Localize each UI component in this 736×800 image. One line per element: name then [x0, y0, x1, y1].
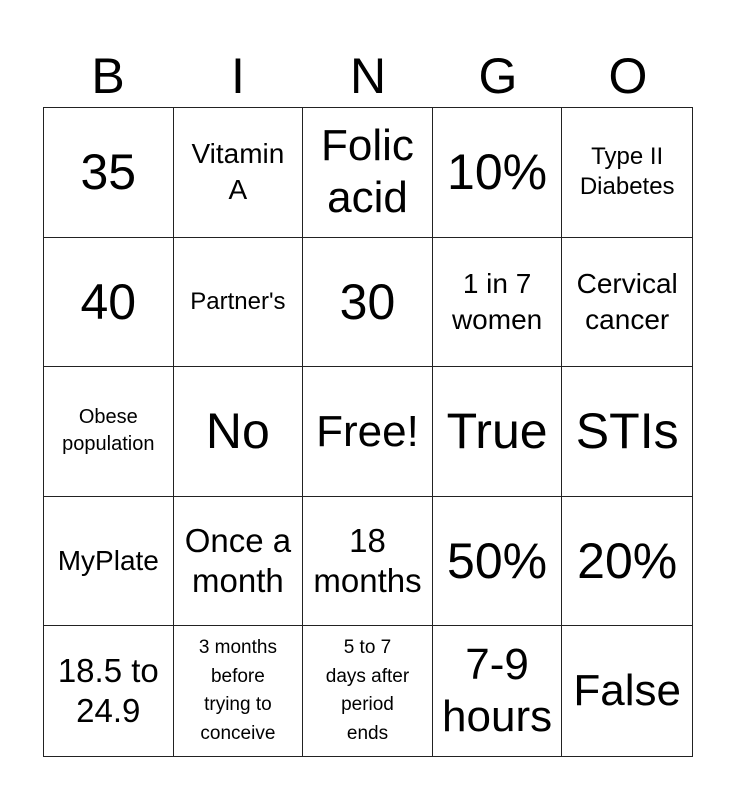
- bingo-cell-r4-c3[interactable]: [303, 497, 433, 627]
- bingo-cell-r5-c5[interactable]: [562, 626, 692, 756]
- header-letter-g: G: [478, 48, 518, 104]
- bingo-cell-r1-c2[interactable]: [174, 108, 304, 238]
- cell-text: STIs: [575, 403, 679, 460]
- cell-text: 35: [80, 144, 137, 201]
- cell-text: 10%: [447, 144, 548, 201]
- bingo-cell-r4-c2[interactable]: [174, 497, 304, 627]
- bingo-cell-r5-c3[interactable]: [303, 626, 433, 756]
- bingo-cell-r1-c3[interactable]: [303, 108, 433, 238]
- header-letter-o: O: [608, 48, 648, 104]
- bingo-header: [43, 48, 693, 104]
- bingo-cell-r3-c5[interactable]: [562, 367, 692, 497]
- cell-text: No: [205, 403, 270, 460]
- header-letter-n: N: [349, 48, 387, 104]
- cell-text: 18.5 to 24.9: [57, 651, 159, 730]
- cell-text: Cervical cancer: [576, 268, 678, 335]
- cell-text: Free!: [316, 406, 419, 456]
- bingo-cell-r3-c4[interactable]: [433, 367, 563, 497]
- cell-text: 1 in 7 women: [451, 268, 543, 335]
- bingo-cell-r2-c1[interactable]: [44, 238, 174, 368]
- bingo-cell-r2-c5[interactable]: [562, 238, 692, 368]
- bingo-cell-r5-c4[interactable]: [433, 626, 563, 756]
- cell-text: 5 to 7 days after period ends: [325, 637, 410, 744]
- header-letter-i: I: [231, 48, 245, 104]
- cell-text: 50%: [447, 533, 548, 590]
- bingo-cell-r3-c1[interactable]: [44, 367, 174, 497]
- bingo-cell-r3-c3[interactable]: [303, 367, 433, 497]
- bingo-cell-r4-c4[interactable]: [433, 497, 563, 627]
- bingo-cell-r4-c1[interactable]: [44, 497, 174, 627]
- cell-text: 40: [80, 273, 137, 330]
- cell-text: 7-9 hours: [442, 640, 553, 742]
- cell-text: 20%: [577, 533, 678, 590]
- bingo-cell-r1-c1[interactable]: [44, 108, 174, 238]
- bingo-board: [43, 107, 693, 757]
- cell-text: 18 months: [313, 521, 422, 600]
- header-letter-b: B: [91, 48, 125, 104]
- bingo-cell-r1-c5[interactable]: [562, 108, 692, 238]
- bingo-cell-r3-c2[interactable]: [174, 367, 304, 497]
- cell-text: Partner's: [190, 287, 286, 315]
- cell-text: False: [573, 666, 681, 716]
- cell-text: Vitamin A: [191, 138, 285, 206]
- cell-text: True: [446, 403, 548, 460]
- bingo-cell-r5-c2[interactable]: [174, 626, 304, 756]
- cell-text: Folic acid: [321, 121, 414, 223]
- cell-text: 3 months before trying to conceive: [198, 637, 277, 744]
- cell-text: Type II Diabetes: [579, 142, 675, 201]
- bingo-cell-r4-c5[interactable]: [562, 497, 692, 627]
- cell-text: MyPlate: [57, 545, 159, 577]
- bingo-cell-r5-c1[interactable]: [44, 626, 174, 756]
- cell-text: Obese population: [62, 406, 155, 456]
- cell-text: Once a month: [184, 521, 292, 600]
- cell-text: 30: [339, 273, 396, 330]
- bingo-cell-r2-c2[interactable]: [174, 238, 304, 368]
- bingo-cell-r2-c3[interactable]: [303, 238, 433, 368]
- bingo-cell-r2-c4[interactable]: [433, 238, 563, 368]
- bingo-cell-r1-c4[interactable]: [433, 108, 563, 238]
